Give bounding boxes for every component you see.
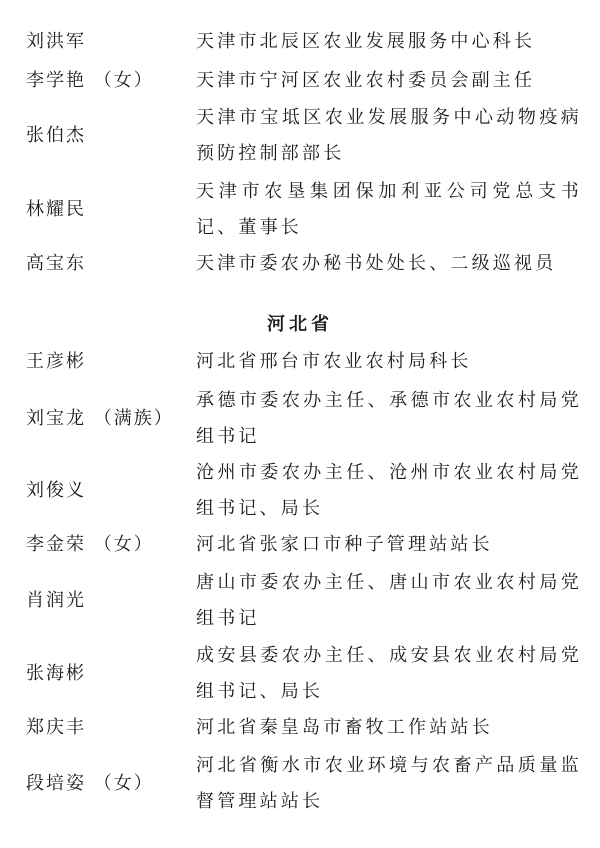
person-title: 河北省秦皇岛市畜牧工作站站长 (196, 717, 493, 738)
person-title: 唐山市委农办主任、唐山市农业农村局党组书记 (196, 572, 582, 629)
person-name: 刘洪军 (26, 31, 86, 52)
person-name: 刘宝龙 （满族） (26, 408, 174, 429)
person-title: 沧州市委农办主任、沧州市农业农村局党组书记、局长 (196, 462, 582, 519)
person-name: 张伯杰 (26, 125, 86, 146)
person-name: 林耀民 (26, 199, 86, 220)
person-title: 成安县委农办主任、成安县农业农村局党组书记、局长 (196, 645, 582, 702)
person-name: 张海彬 (26, 663, 86, 684)
person-name: 王彦彬 (26, 351, 86, 372)
person-name: 高宝东 (26, 253, 86, 274)
person-name: 李金荣 （女） (26, 534, 154, 555)
person-name: 李学艳 （女） (26, 70, 154, 91)
person-name: 刘俊义 (26, 480, 86, 501)
person-title: 河北省邢台市农业农村局科长 (196, 351, 472, 372)
person-name: 段培姿 （女） (26, 773, 154, 794)
person-title: 承德市委农办主任、承德市农业农村局党组书记 (196, 390, 582, 447)
section-heading: 河北省 (267, 314, 333, 335)
person-name: 郑庆丰 (26, 717, 86, 738)
person-title: 天津市宁河区农业农村委员会副主任 (196, 70, 536, 91)
person-title: 河北省张家口市种子管理站站长 (196, 534, 493, 555)
person-title: 天津市农垦集团保加利亚公司党总支书记、董事长 (196, 181, 582, 238)
person-title: 天津市委农办秘书处处长、二级巡视员 (196, 253, 557, 274)
person-title: 天津市北辰区农业发展服务中心科长 (196, 31, 536, 52)
person-name: 肖润光 (26, 590, 86, 611)
person-title: 河北省衡水市农业环境与农畜产品质量监督管理站站长 (196, 755, 582, 812)
person-title: 天津市宝坻区农业发展服务中心动物疫病预防控制部部长 (196, 107, 582, 164)
